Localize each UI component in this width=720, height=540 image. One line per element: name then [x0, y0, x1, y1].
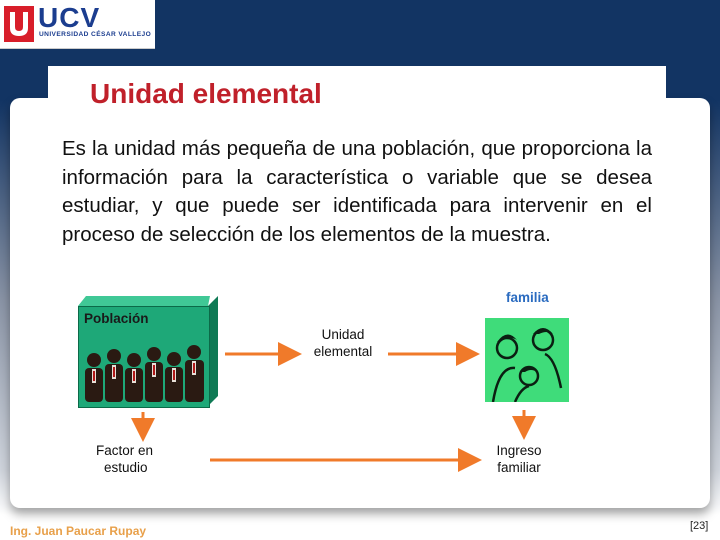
footer-author: Ing. Juan Paucar Rupay: [10, 524, 147, 538]
page-number: [23]: [690, 520, 709, 532]
unidad-elemental-line-1: Unidad: [321, 327, 365, 342]
logo-name: UCV: [38, 2, 101, 33]
slide-title: Unidad elemental: [90, 78, 322, 109]
factor-estudio-line-2: estudio: [104, 460, 148, 475]
ingreso-familiar-line-2: familiar: [497, 460, 541, 475]
unidad-elemental-line-2: elemental: [313, 344, 373, 359]
definition-paragraph: Es la unidad más pequeña de una población, que proporciona la información para la característica o variable que se desea estudiar, y que puede ser identificada para intervenir en el proceso de selección de los elementos de la muestra.: [62, 137, 652, 246]
ingreso-familiar-line-1: Ingreso: [496, 443, 542, 458]
factor-estudio-line-1: Factor en: [96, 443, 154, 458]
familia-label: familia: [506, 290, 549, 305]
logo-subtitle: UNIVERSIDAD CÉSAR VALLEJO: [39, 31, 152, 38]
poblacion-label: Población: [84, 311, 149, 326]
